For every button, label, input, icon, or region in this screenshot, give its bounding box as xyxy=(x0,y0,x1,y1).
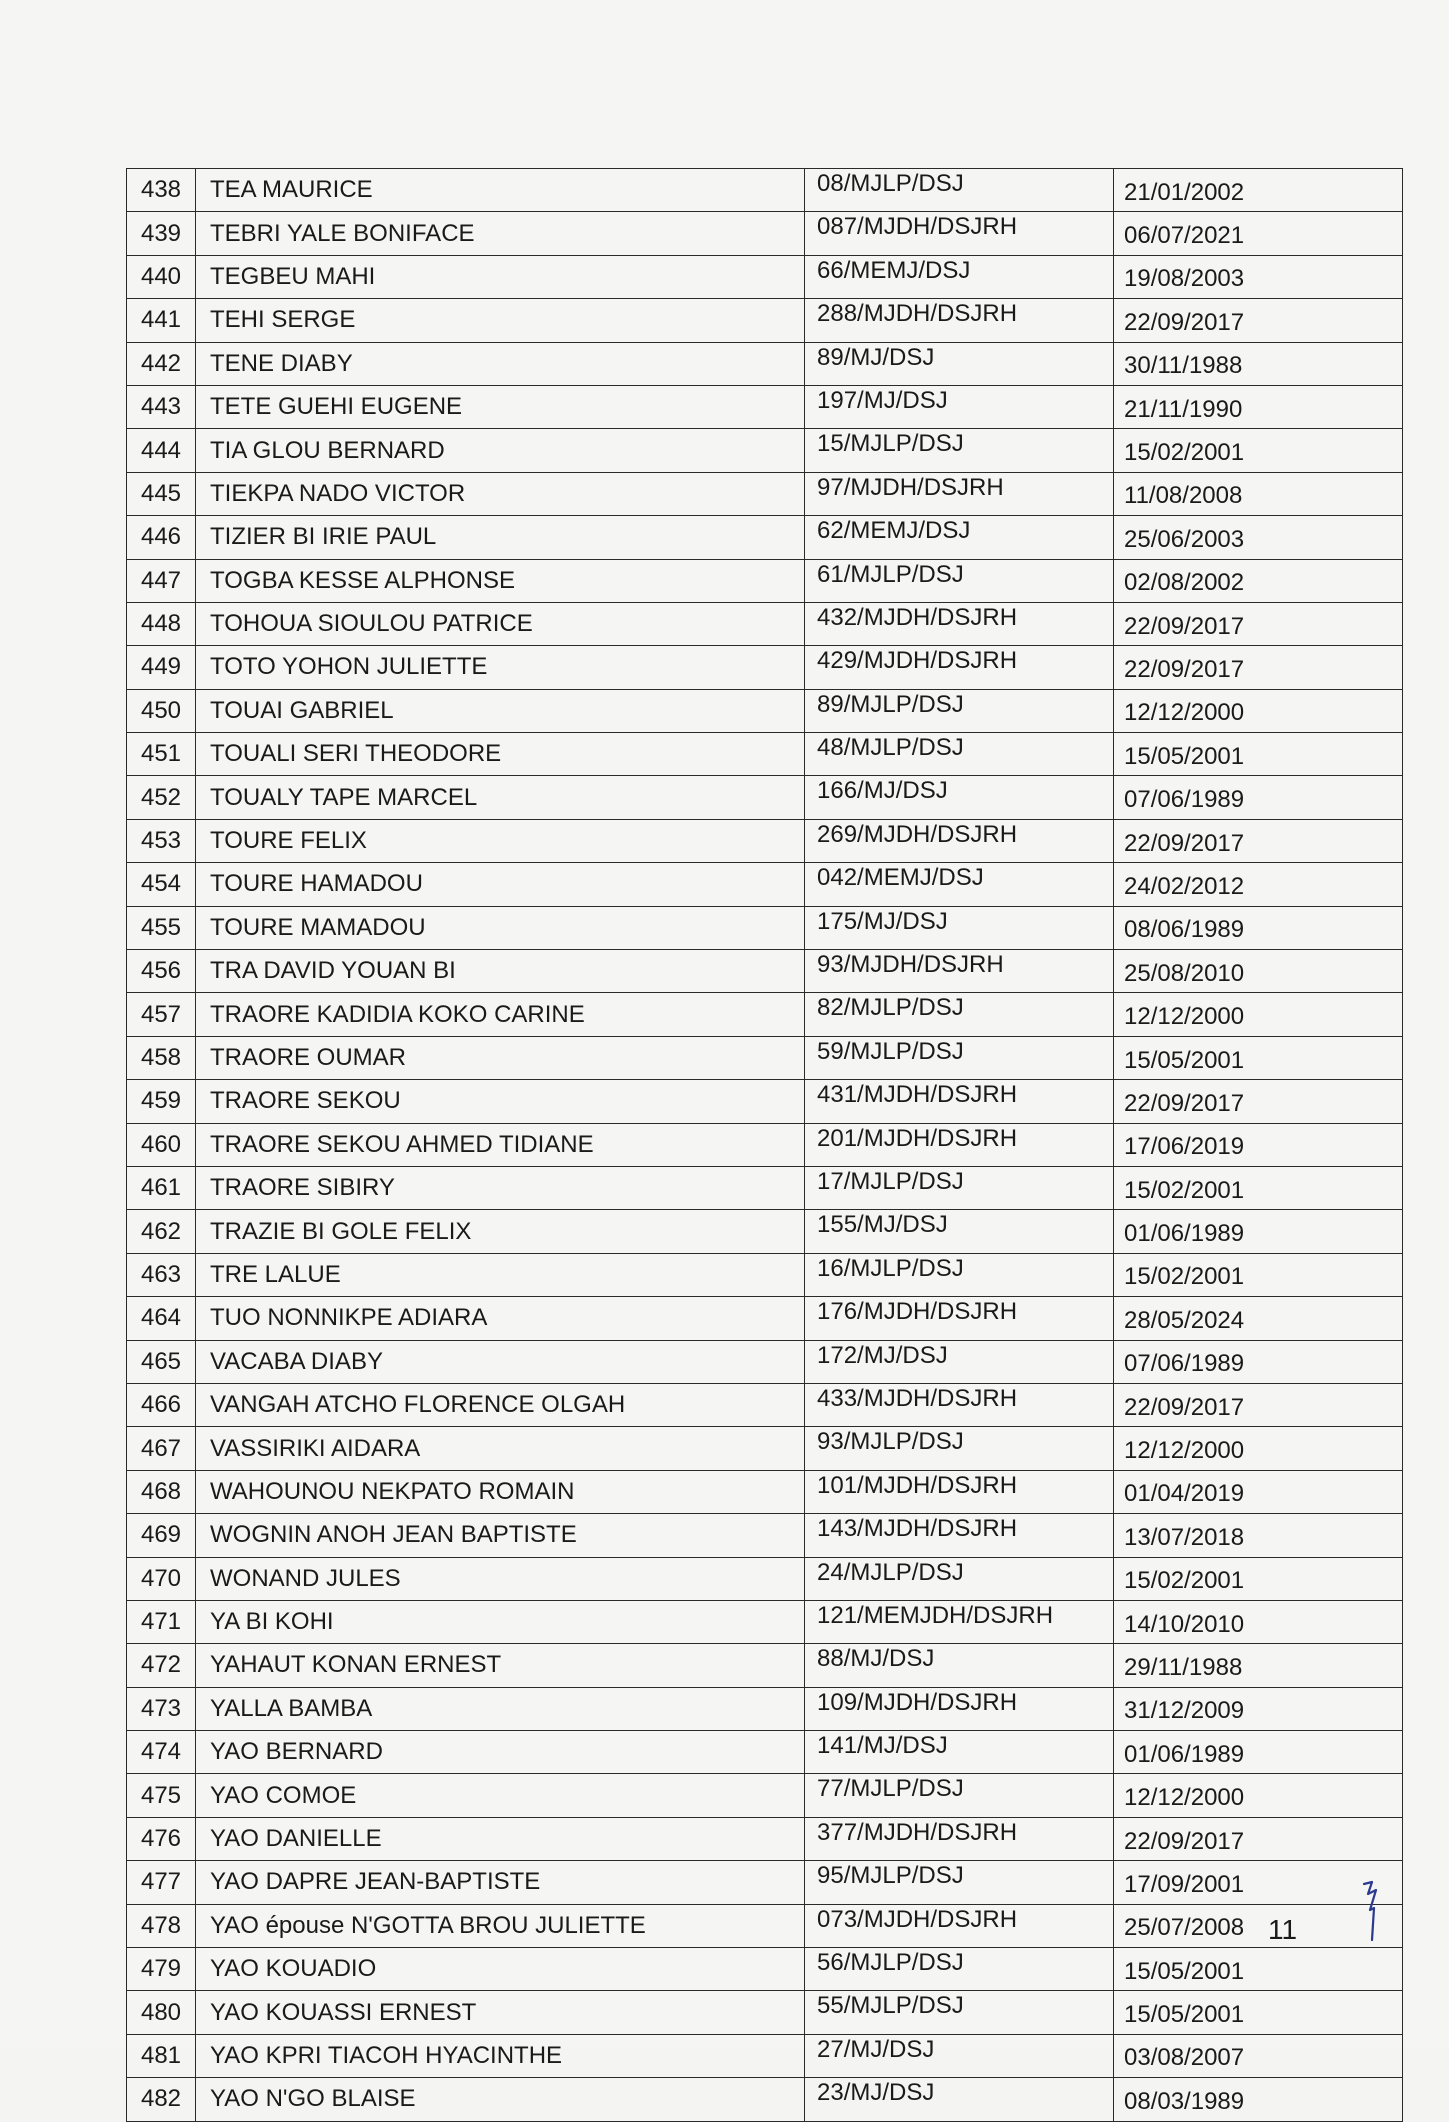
decision-reference-cell: 08/MJLP/DSJ xyxy=(805,169,1114,212)
decision-reference-cell: 66/MEMJ/DSJ xyxy=(805,255,1114,298)
full-name-cell: TOUAI GABRIEL xyxy=(196,689,805,732)
row-number-cell: 457 xyxy=(127,993,196,1036)
row-number-cell: 445 xyxy=(127,472,196,515)
decision-reference-cell: 087/MJDH/DSJRH xyxy=(805,212,1114,255)
full-name-cell: TIZIER BI IRIE PAUL xyxy=(196,516,805,559)
table-row xyxy=(127,559,1403,602)
decision-reference-cell: 56/MJLP/DSJ xyxy=(805,1948,1114,1991)
row-number-cell: 454 xyxy=(127,863,196,906)
full-name-cell: TRAZIE BI GOLE FELIX xyxy=(196,1210,805,1253)
decision-date-cell: 22/09/2017 xyxy=(1114,819,1403,862)
decision-date-cell: 15/05/2001 xyxy=(1114,1948,1403,1991)
full-name-cell: YAO KPRI TIACOH HYACINTHE xyxy=(196,2034,805,2077)
table-row xyxy=(127,1817,1403,1860)
initials-mark xyxy=(1360,1880,1384,1942)
decision-reference-cell: 88/MJ/DSJ xyxy=(805,1644,1114,1687)
table-row xyxy=(127,993,1403,1036)
full-name-cell: YALLA BAMBA xyxy=(196,1687,805,1730)
table-row xyxy=(127,1557,1403,1600)
row-number-cell: 449 xyxy=(127,646,196,689)
full-name-cell: YAO KOUADIO xyxy=(196,1948,805,1991)
decision-date-cell: 22/09/2017 xyxy=(1114,646,1403,689)
row-number-cell: 452 xyxy=(127,776,196,819)
decision-reference-cell: 433/MJDH/DSJRH xyxy=(805,1383,1114,1426)
decision-reference-cell: 62/MEMJ/DSJ xyxy=(805,516,1114,559)
decision-reference-cell: 23/MJ/DSJ xyxy=(805,2078,1114,2121)
table-row xyxy=(127,1470,1403,1513)
row-number-cell: 465 xyxy=(127,1340,196,1383)
decision-reference-cell: 77/MJLP/DSJ xyxy=(805,1774,1114,1817)
decision-date-cell: 28/05/2024 xyxy=(1114,1297,1403,1340)
table-row xyxy=(127,1383,1403,1426)
decision-date-cell: 22/09/2017 xyxy=(1114,1080,1403,1123)
row-number-cell: 439 xyxy=(127,212,196,255)
decision-reference-cell: 176/MJDH/DSJRH xyxy=(805,1297,1114,1340)
decision-date-cell: 25/06/2003 xyxy=(1114,516,1403,559)
decision-reference-cell: 59/MJLP/DSJ xyxy=(805,1036,1114,1079)
row-number-cell: 475 xyxy=(127,1774,196,1817)
decision-date-cell: 03/08/2007 xyxy=(1114,2034,1403,2077)
full-name-cell: WONAND JULES xyxy=(196,1557,805,1600)
table-row xyxy=(127,950,1403,993)
full-name-cell: YAO DANIELLE xyxy=(196,1817,805,1860)
decision-reference-cell: 16/MJLP/DSJ xyxy=(805,1253,1114,1296)
full-name-cell: YAO N'GO BLAISE xyxy=(196,2078,805,2121)
full-name-cell: TENE DIABY xyxy=(196,342,805,385)
decision-date-cell: 15/02/2001 xyxy=(1114,1253,1403,1296)
full-name-cell: TOGBA KESSE ALPHONSE xyxy=(196,559,805,602)
decision-reference-cell: 95/MJLP/DSJ xyxy=(805,1861,1114,1904)
full-name-cell: YAO épouse N'GOTTA BROU JULIETTE xyxy=(196,1904,805,1947)
decision-reference-cell: 172/MJ/DSJ xyxy=(805,1340,1114,1383)
decision-date-cell: 02/08/2002 xyxy=(1114,559,1403,602)
decision-date-cell: 12/12/2000 xyxy=(1114,1427,1403,1470)
decision-reference-cell: 93/MJDH/DSJRH xyxy=(805,950,1114,993)
full-name-cell: TRAORE SIBIRY xyxy=(196,1166,805,1209)
full-name-cell: TRAORE KADIDIA KOKO CARINE xyxy=(196,993,805,1036)
decision-reference-cell: 27/MJ/DSJ xyxy=(805,2034,1114,2077)
full-name-cell: YAO DAPRE JEAN-BAPTISTE xyxy=(196,1861,805,1904)
full-name-cell: YA BI KOHI xyxy=(196,1600,805,1643)
full-name-cell: TUO NONNIKPE ADIARA xyxy=(196,1297,805,1340)
decision-date-cell: 01/04/2019 xyxy=(1114,1470,1403,1513)
decision-reference-cell: 55/MJLP/DSJ xyxy=(805,1991,1114,2034)
row-number-cell: 474 xyxy=(127,1731,196,1774)
table-row xyxy=(127,1600,1403,1643)
decision-date-cell: 01/06/1989 xyxy=(1114,1210,1403,1253)
row-number-cell: 470 xyxy=(127,1557,196,1600)
row-number-cell: 462 xyxy=(127,1210,196,1253)
row-number-cell: 451 xyxy=(127,733,196,776)
full-name-cell: TOUALY TAPE MARCEL xyxy=(196,776,805,819)
row-number-cell: 464 xyxy=(127,1297,196,1340)
decision-date-cell: 12/12/2000 xyxy=(1114,689,1403,732)
row-number-cell: 472 xyxy=(127,1644,196,1687)
row-number-cell: 459 xyxy=(127,1080,196,1123)
decision-date-cell: 13/07/2018 xyxy=(1114,1514,1403,1557)
page-number: 11 xyxy=(1268,1914,1298,1945)
decision-date-cell: 15/05/2001 xyxy=(1114,1991,1403,2034)
full-name-cell: TRE LALUE xyxy=(196,1253,805,1296)
decision-date-cell: 14/10/2010 xyxy=(1114,1600,1403,1643)
row-number-cell: 478 xyxy=(127,1904,196,1947)
row-number-cell: 447 xyxy=(127,559,196,602)
row-number-cell: 466 xyxy=(127,1383,196,1426)
full-name-cell: VACABA DIABY xyxy=(196,1340,805,1383)
decision-date-cell: 06/07/2021 xyxy=(1114,212,1403,255)
table-row xyxy=(127,1166,1403,1209)
full-name-cell: TOHOUA SIOULOU PATRICE xyxy=(196,602,805,645)
decision-date-cell: 07/06/1989 xyxy=(1114,1340,1403,1383)
full-name-cell: TRAORE SEKOU xyxy=(196,1080,805,1123)
decision-reference-cell: 17/MJLP/DSJ xyxy=(805,1166,1114,1209)
decision-reference-cell: 89/MJLP/DSJ xyxy=(805,689,1114,732)
decision-date-cell: 29/11/1988 xyxy=(1114,1644,1403,1687)
full-name-cell: YAO KOUASSI ERNEST xyxy=(196,1991,805,2034)
full-name-cell: TEA MAURICE xyxy=(196,169,805,212)
row-number-cell: 481 xyxy=(127,2034,196,2077)
row-number-cell: 444 xyxy=(127,429,196,472)
full-name-cell: TRAORE OUMAR xyxy=(196,1036,805,1079)
full-name-cell: YAHAUT KONAN ERNEST xyxy=(196,1644,805,1687)
table-row xyxy=(127,1861,1403,1904)
row-number-cell: 458 xyxy=(127,1036,196,1079)
full-name-cell: YAO COMOE xyxy=(196,1774,805,1817)
table-row xyxy=(127,1036,1403,1079)
full-name-cell: TOURE MAMADOU xyxy=(196,906,805,949)
table-row xyxy=(127,1297,1403,1340)
table-row xyxy=(127,1991,1403,2034)
full-name-cell: TETE GUEHI EUGENE xyxy=(196,385,805,428)
decision-reference-cell: 269/MJDH/DSJRH xyxy=(805,819,1114,862)
full-name-cell: TIA GLOU BERNARD xyxy=(196,429,805,472)
decision-date-cell: 30/11/1988 xyxy=(1114,342,1403,385)
row-number-cell: 441 xyxy=(127,299,196,342)
decision-date-cell: 22/09/2017 xyxy=(1114,602,1403,645)
decision-date-cell: 08/03/1989 xyxy=(1114,2078,1403,2121)
table-row xyxy=(127,516,1403,559)
full-name-cell: TEHI SERGE xyxy=(196,299,805,342)
table-row xyxy=(127,255,1403,298)
table-row xyxy=(127,863,1403,906)
decision-reference-cell: 15/MJLP/DSJ xyxy=(805,429,1114,472)
table-row xyxy=(127,169,1403,212)
decision-date-cell: 22/09/2017 xyxy=(1114,1817,1403,1860)
row-number-cell: 440 xyxy=(127,255,196,298)
table-row xyxy=(127,1644,1403,1687)
table-row xyxy=(127,1514,1403,1557)
full-name-cell: TOUALI SERI THEODORE xyxy=(196,733,805,776)
decision-reference-cell: 143/MJDH/DSJRH xyxy=(805,1514,1114,1557)
row-number-cell: 479 xyxy=(127,1948,196,1991)
row-number-cell: 450 xyxy=(127,689,196,732)
decision-reference-cell: 101/MJDH/DSJRH xyxy=(805,1470,1114,1513)
decision-date-cell: 21/01/2002 xyxy=(1114,169,1403,212)
row-number-cell: 477 xyxy=(127,1861,196,1904)
table-row xyxy=(127,1340,1403,1383)
table-row xyxy=(127,906,1403,949)
decision-reference-cell: 431/MJDH/DSJRH xyxy=(805,1080,1114,1123)
full-name-cell: TOURE FELIX xyxy=(196,819,805,862)
row-number-cell: 468 xyxy=(127,1470,196,1513)
table-row xyxy=(127,342,1403,385)
decision-date-cell: 22/09/2017 xyxy=(1114,299,1403,342)
decision-reference-cell: 93/MJLP/DSJ xyxy=(805,1427,1114,1470)
full-name-cell: VANGAH ATCHO FLORENCE OLGAH xyxy=(196,1383,805,1426)
table-row xyxy=(127,1210,1403,1253)
decision-date-cell: 08/06/1989 xyxy=(1114,906,1403,949)
decision-date-cell: 17/06/2019 xyxy=(1114,1123,1403,1166)
row-number-cell: 443 xyxy=(127,385,196,428)
decision-date-cell: 15/02/2001 xyxy=(1114,429,1403,472)
decision-reference-cell: 073/MJDH/DSJRH xyxy=(805,1904,1114,1947)
full-name-cell: TIEKPA NADO VICTOR xyxy=(196,472,805,515)
table-row xyxy=(127,2034,1403,2077)
decision-reference-cell: 377/MJDH/DSJRH xyxy=(805,1817,1114,1860)
table-row xyxy=(127,819,1403,862)
row-number-cell: 455 xyxy=(127,906,196,949)
decision-date-cell: 12/12/2000 xyxy=(1114,1774,1403,1817)
full-name-cell: TRA DAVID YOUAN BI xyxy=(196,950,805,993)
table-row xyxy=(127,212,1403,255)
decision-reference-cell: 432/MJDH/DSJRH xyxy=(805,602,1114,645)
row-number-cell: 482 xyxy=(127,2078,196,2121)
row-number-cell: 460 xyxy=(127,1123,196,1166)
full-name-cell: VASSIRIKI AIDARA xyxy=(196,1427,805,1470)
decision-date-cell: 01/06/1989 xyxy=(1114,1731,1403,1774)
row-number-cell: 463 xyxy=(127,1253,196,1296)
decision-date-cell: 15/02/2001 xyxy=(1114,1166,1403,1209)
full-name-cell: WOGNIN ANOH JEAN BAPTISTE xyxy=(196,1514,805,1557)
row-number-cell: 467 xyxy=(127,1427,196,1470)
decision-reference-cell: 166/MJ/DSJ xyxy=(805,776,1114,819)
table-row xyxy=(127,1080,1403,1123)
decision-date-cell: 19/08/2003 xyxy=(1114,255,1403,298)
row-number-cell: 448 xyxy=(127,602,196,645)
table-row xyxy=(127,2078,1403,2121)
decision-reference-cell: 109/MJDH/DSJRH xyxy=(805,1687,1114,1730)
table-row xyxy=(127,689,1403,732)
decision-date-cell: 07/06/1989 xyxy=(1114,776,1403,819)
full-name-cell: YAO BERNARD xyxy=(196,1731,805,1774)
row-number-cell: 442 xyxy=(127,342,196,385)
decision-date-cell: 17/09/2001 xyxy=(1114,1861,1403,1904)
decision-reference-cell: 121/MEMJDH/DSJRH xyxy=(805,1600,1114,1643)
decision-reference-cell: 042/MEMJ/DSJ xyxy=(805,863,1114,906)
decision-reference-cell: 201/MJDH/DSJRH xyxy=(805,1123,1114,1166)
decision-date-cell: 25/07/2008 xyxy=(1114,1904,1403,1947)
row-number-cell: 476 xyxy=(127,1817,196,1860)
table-row xyxy=(127,776,1403,819)
decision-reference-cell: 175/MJ/DSJ xyxy=(805,906,1114,949)
decision-reference-cell: 429/MJDH/DSJRH xyxy=(805,646,1114,689)
decision-date-cell: 21/11/1990 xyxy=(1114,385,1403,428)
decision-date-cell: 11/08/2008 xyxy=(1114,472,1403,515)
decision-reference-cell: 61/MJLP/DSJ xyxy=(805,559,1114,602)
decision-reference-cell: 48/MJLP/DSJ xyxy=(805,733,1114,776)
decision-reference-cell: 97/MJDH/DSJRH xyxy=(805,472,1114,515)
table-row xyxy=(127,1731,1403,1774)
row-number-cell: 473 xyxy=(127,1687,196,1730)
decision-date-cell: 15/05/2001 xyxy=(1114,733,1403,776)
table-row xyxy=(127,602,1403,645)
row-number-cell: 446 xyxy=(127,516,196,559)
decision-date-cell: 12/12/2000 xyxy=(1114,993,1403,1036)
table-row xyxy=(127,733,1403,776)
table-row xyxy=(127,385,1403,428)
table-row xyxy=(127,1904,1403,1947)
row-number-cell: 438 xyxy=(127,169,196,212)
full-name-cell: TEGBEU MAHI xyxy=(196,255,805,298)
table-row xyxy=(127,472,1403,515)
decision-date-cell: 22/09/2017 xyxy=(1114,1383,1403,1426)
full-name-cell: TEBRI YALE BONIFACE xyxy=(196,212,805,255)
full-name-cell: WAHOUNOU NEKPATO ROMAIN xyxy=(196,1470,805,1513)
table-row xyxy=(127,1427,1403,1470)
row-number-cell: 469 xyxy=(127,1514,196,1557)
table-row xyxy=(127,1948,1403,1991)
row-number-cell: 461 xyxy=(127,1166,196,1209)
full-name-cell: TOTO YOHON JULIETTE xyxy=(196,646,805,689)
row-number-cell: 471 xyxy=(127,1600,196,1643)
decision-date-cell: 25/08/2010 xyxy=(1114,950,1403,993)
decision-reference-cell: 24/MJLP/DSJ xyxy=(805,1557,1114,1600)
roster-table-body xyxy=(127,169,1403,2122)
table-row xyxy=(127,646,1403,689)
row-number-cell: 453 xyxy=(127,819,196,862)
decision-reference-cell: 288/MJDH/DSJRH xyxy=(805,299,1114,342)
table-row xyxy=(127,299,1403,342)
decision-reference-cell: 89/MJ/DSJ xyxy=(805,342,1114,385)
decision-reference-cell: 141/MJ/DSJ xyxy=(805,1731,1114,1774)
full-name-cell: TOURE HAMADOU xyxy=(196,863,805,906)
table-row xyxy=(127,429,1403,472)
table-row xyxy=(127,1774,1403,1817)
decision-date-cell: 15/02/2001 xyxy=(1114,1557,1403,1600)
decision-reference-cell: 155/MJ/DSJ xyxy=(805,1210,1114,1253)
roster-table xyxy=(126,168,1403,2122)
table-row xyxy=(127,1253,1403,1296)
decision-date-cell: 31/12/2009 xyxy=(1114,1687,1403,1730)
table-row xyxy=(127,1123,1403,1166)
table-row xyxy=(127,1687,1403,1730)
decision-date-cell: 24/02/2012 xyxy=(1114,863,1403,906)
decision-reference-cell: 197/MJ/DSJ xyxy=(805,385,1114,428)
row-number-cell: 480 xyxy=(127,1991,196,2034)
decision-reference-cell: 82/MJLP/DSJ xyxy=(805,993,1114,1036)
decision-date-cell: 15/05/2001 xyxy=(1114,1036,1403,1079)
row-number-cell: 456 xyxy=(127,950,196,993)
full-name-cell: TRAORE SEKOU AHMED TIDIANE xyxy=(196,1123,805,1166)
